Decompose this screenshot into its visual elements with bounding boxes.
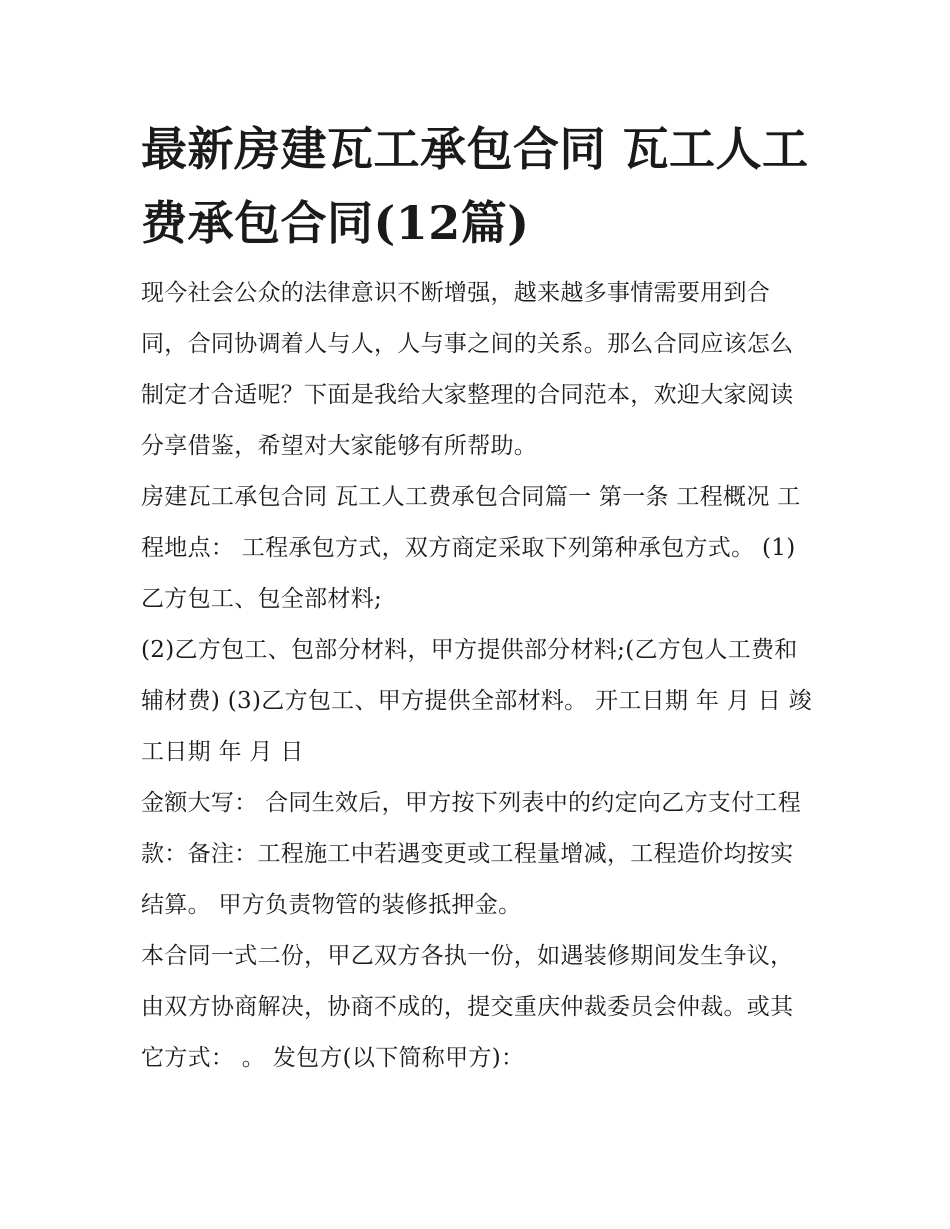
intro-paragraph: 现今社会公众的法律意识不断增强，越来越多事情需要用到合同，合同协调着人与人，人与事之间的关系。那么合同应该怎么制定才合适呢？下面是我给大家整理的合同范本，欢迎大家阅读分享借鉴，希望对大家能够有所帮助。	[141, 280, 794, 459]
contract-clause-paragraph: 金额大写： 合同生效后，甲方按下列表中的约定向乙方支付工程款：备注：工程施工中若遇变更或工程量增减，工程造价均按实结算。 甲方负责物管的装修抵押金。	[141, 790, 802, 918]
contract-clause-paragraph: 本合同一式二份，甲乙双方各执一份，如遇装修期间发生争议，由双方协商解决，协商不成的，提交重庆仲裁委员会仲裁。或其它方式： 。 发包方(以下简称甲方)：	[141, 943, 794, 1071]
contract-clause-paragraph: 房建瓦工承包合同 瓦工人工费承包合同篇一 第一条 工程概况 工程地点： 工程承包方式，双方商定采取下列第种承包方式。 (1)乙方包工、包全部材料;	[141, 484, 801, 612]
document-page	[141, 112, 813, 1084]
document-title: 最新房建瓦工承包合同 瓦工人工费承包合同(12篇)	[141, 122, 809, 250]
contract-clause-paragraph: (2)乙方包工、包部分材料，甲方提供部分材料;(乙方包人工费和辅材费) (3)乙方包工、甲方提供全部材料。 开工日期 年 月 日 竣工日期 年 月 日	[141, 637, 812, 765]
